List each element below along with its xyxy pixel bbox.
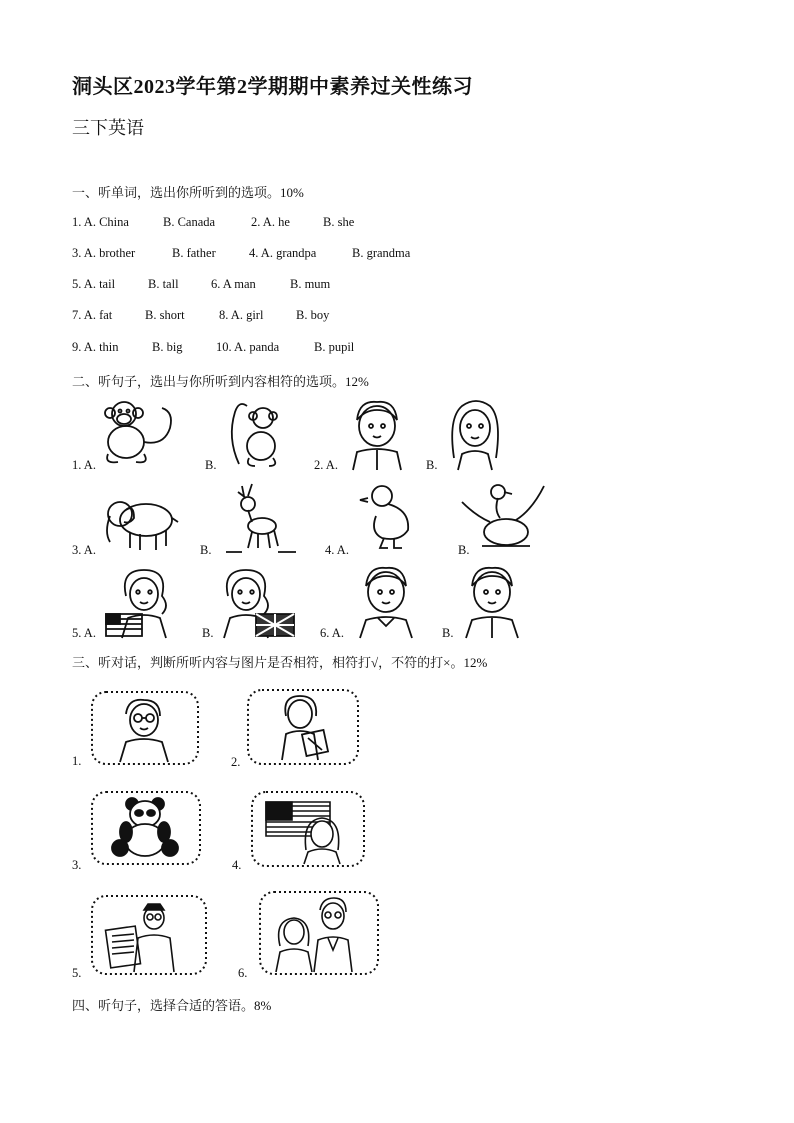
option: 10. A. panda: [216, 340, 280, 354]
section-4-heading: 四、听句子，选择合适的答语。8%: [72, 998, 272, 1013]
man-newspaper-picture: [90, 894, 208, 976]
duck-picture: [360, 480, 416, 552]
s3-q2-label: 2.: [231, 755, 241, 769]
option: B. grandma: [352, 246, 411, 260]
option: 7. A. fat: [72, 308, 113, 322]
panda-picture: [90, 790, 202, 866]
girl-picture: [446, 398, 504, 470]
option: B. mum: [290, 277, 331, 291]
option: 3. A. brother: [72, 246, 136, 260]
s3-q1-label: 1.: [72, 754, 82, 768]
option: 2. A. he: [251, 215, 290, 229]
option: 8. A. girl: [219, 308, 264, 322]
option: B. short: [145, 308, 185, 322]
q2-a-label: 2. A.: [314, 458, 338, 472]
option: B. big: [152, 340, 183, 354]
option: B. tall: [148, 277, 179, 291]
section-1-heading: 一、听单词，选出你所听到的选项。10%: [72, 185, 304, 200]
q1-a-label: 1. A.: [72, 458, 96, 472]
woman-and-man-picture: [258, 890, 380, 976]
section-2-heading: 二、听句子，选出与你所听到内容相符的选项。12%: [72, 374, 369, 389]
deer-picture: [222, 482, 298, 556]
elephant-picture: [100, 488, 180, 554]
boy-picture: [347, 398, 407, 470]
s3-q6-label: 6.: [238, 966, 248, 980]
q6-b-label: B.: [442, 626, 454, 640]
option: B. boy: [296, 308, 330, 322]
q6-a-label: 6. A.: [320, 626, 344, 640]
section-3-heading: 三、听对话，判断所听内容与图片是否相符，相符打√，不符的打×。12%: [72, 655, 488, 670]
option: 5. A. tail: [72, 277, 116, 291]
q3-a-label: 3. A.: [72, 543, 96, 557]
q3-b-label: B.: [200, 543, 212, 557]
option: 4. A. grandpa: [249, 246, 317, 260]
man-glasses-picture: [90, 690, 200, 766]
boy-picture: [462, 562, 522, 638]
page-subtitle: 三下英语: [72, 118, 144, 138]
s3-q3-label: 3.: [72, 858, 82, 872]
girl-usa-flag-picture: [250, 790, 366, 868]
q5-a-label: 5. A.: [72, 626, 96, 640]
monkey-tail-picture: [225, 398, 287, 470]
q5-b-label: B.: [202, 626, 214, 640]
girl-schoolbag-picture: [246, 688, 360, 766]
option: 9. A. thin: [72, 340, 119, 354]
q4-b-label: B.: [458, 543, 470, 557]
page-title: 洞头区2023学年第2学期期中素养过关性练习: [72, 76, 473, 98]
s3-q4-label: 4.: [232, 858, 242, 872]
option: B. pupil: [314, 340, 355, 354]
swan-picture: [460, 480, 546, 554]
woman-uk-flag-picture: [220, 566, 298, 638]
monkey-sitting-picture: [100, 398, 182, 470]
s3-q5-label: 5.: [72, 966, 82, 980]
woman-usa-flag-picture: [104, 566, 182, 638]
q1-b-label: B.: [205, 458, 217, 472]
option: B. father: [172, 246, 216, 260]
q4-a-label: 4. A.: [325, 543, 349, 557]
option: 6. A man: [211, 277, 256, 291]
option: B. Canada: [163, 215, 216, 229]
option: B. she: [323, 215, 355, 229]
q2-b-label: B.: [426, 458, 438, 472]
boy-picture: [356, 562, 416, 638]
option: 1. A. China: [72, 215, 129, 229]
